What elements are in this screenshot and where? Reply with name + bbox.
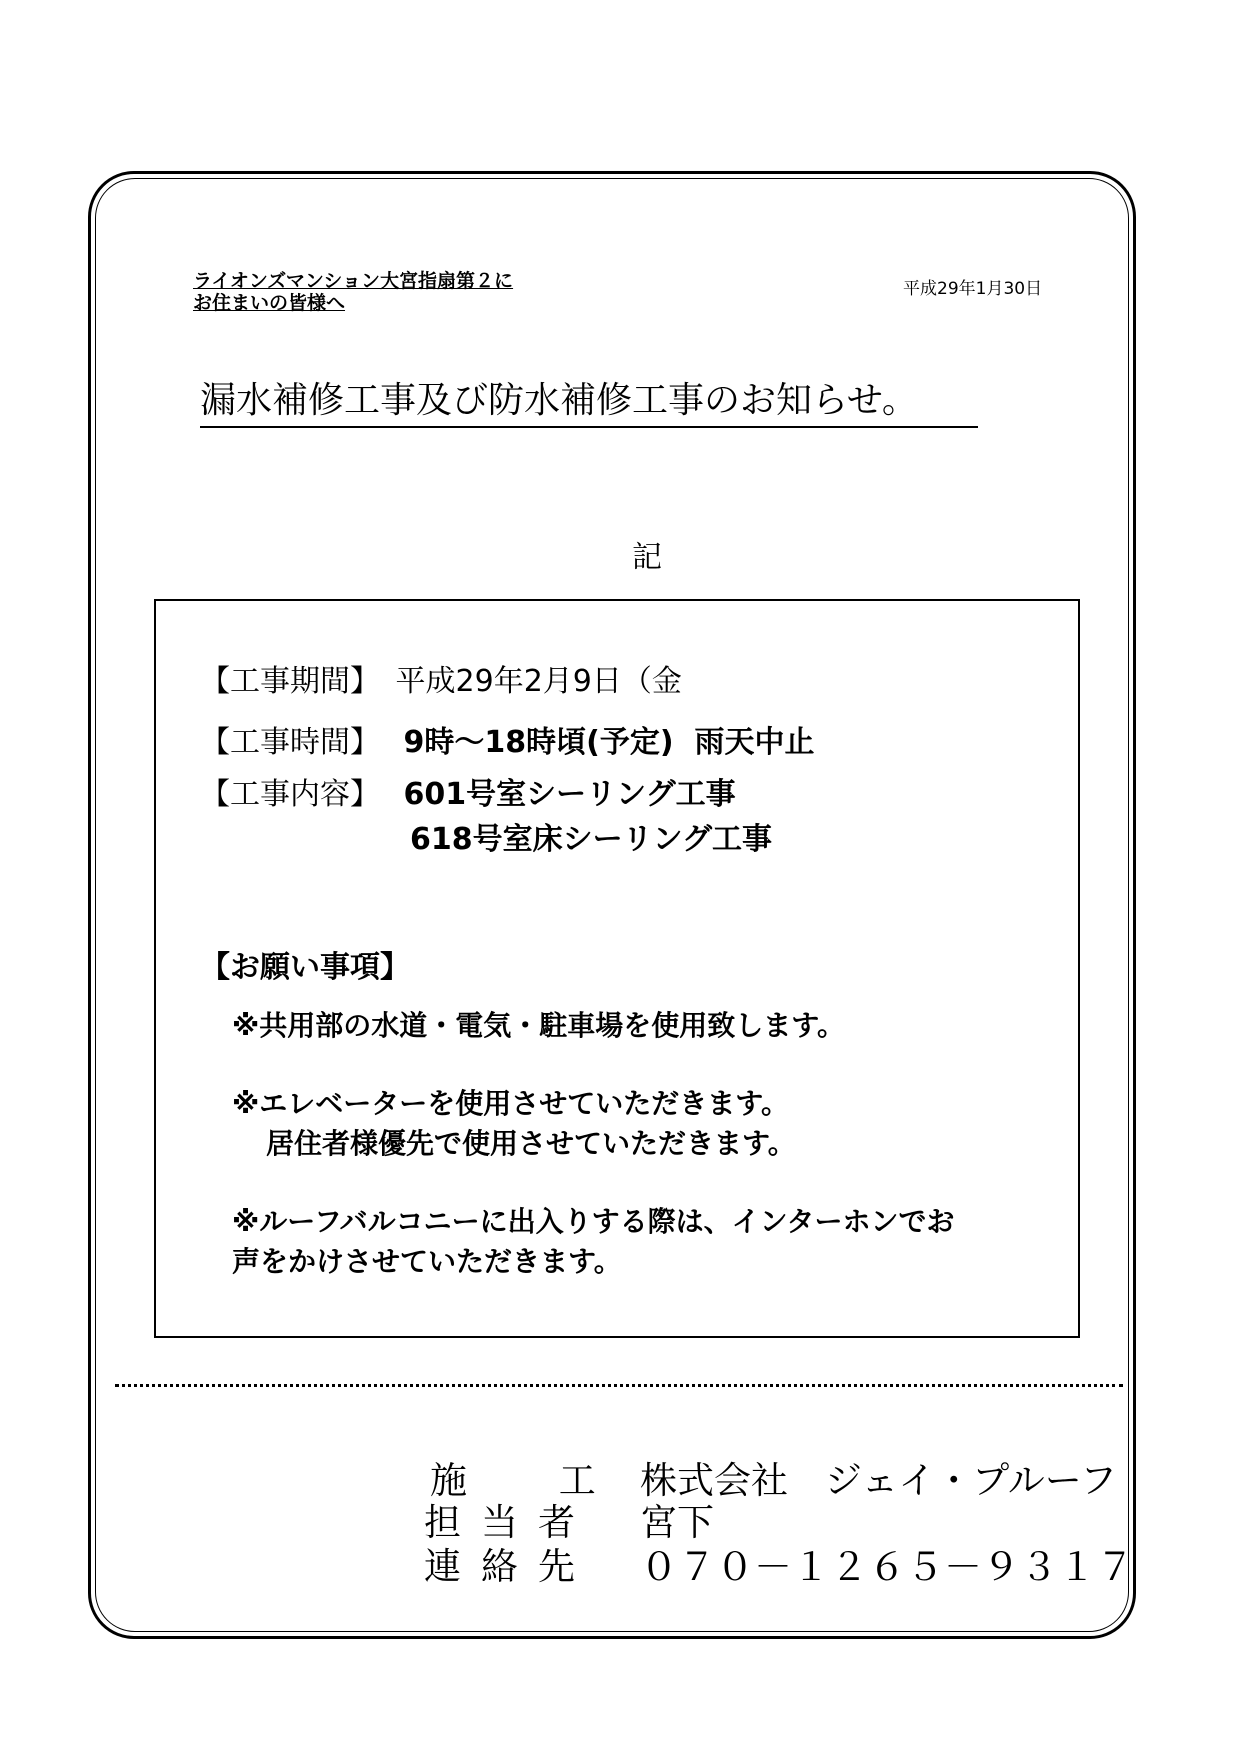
content-label: 【工事内容】	[200, 777, 380, 812]
request-item-2-line-2: 居住者様優先で使用させていただきます。	[266, 1127, 796, 1160]
period-value: 平成29年2月9日（金	[395, 664, 682, 699]
notice-date: 平成29年1月30日	[903, 279, 1043, 299]
notice-title: 漏水補修工事及び防水補修工事のお知らせ。	[200, 378, 978, 428]
content-row	[200, 775, 736, 815]
time-value: 9時～18時頃(予定) 雨天中止	[403, 725, 815, 760]
period-label: 【工事期間】	[200, 664, 380, 699]
ki-marker: 記	[632, 540, 662, 575]
person-value: 宮下	[640, 1501, 714, 1544]
addressee	[193, 270, 513, 314]
person-label-text: 担当者	[424, 1501, 595, 1544]
requests-heading: 【お願い事項】	[200, 950, 410, 985]
request-item-2-line-1: ※エレベーターを使用させていただきます。	[232, 1087, 789, 1120]
time-row	[200, 723, 814, 763]
content-value-1: 601号室シーリング工事	[403, 777, 736, 812]
addressee-line-2: お住まいの皆様へ	[193, 292, 346, 314]
person-label	[424, 1502, 595, 1544]
contact-value: ０７０－１２６５－９３１７	[640, 1545, 1135, 1589]
period-row	[200, 662, 682, 702]
request-item-3-line-2: 声をかけさせていただきます。	[232, 1245, 622, 1278]
contractor-value: 株式会社 ジェイ・プルーフ	[640, 1459, 1117, 1502]
dotted-divider	[115, 1384, 1123, 1387]
content-value-2: 618号室床シーリング工事	[410, 822, 773, 857]
contact-label-text: 連絡先	[424, 1545, 595, 1588]
addressee-line-1: ライオンズマンション大宮指扇第２に	[193, 270, 514, 292]
contractor-label	[430, 1460, 636, 1502]
request-item-1: ※共用部の水道・電気・駐車場を使用致します。	[232, 1009, 845, 1042]
contact-label	[424, 1546, 595, 1588]
request-item-3-line-1: ※ルーフバルコニーに出入りする際は、インターホンでお	[232, 1205, 955, 1238]
contractor-label-text: 施 工	[430, 1459, 636, 1502]
time-label: 【工事時間】	[200, 725, 380, 760]
